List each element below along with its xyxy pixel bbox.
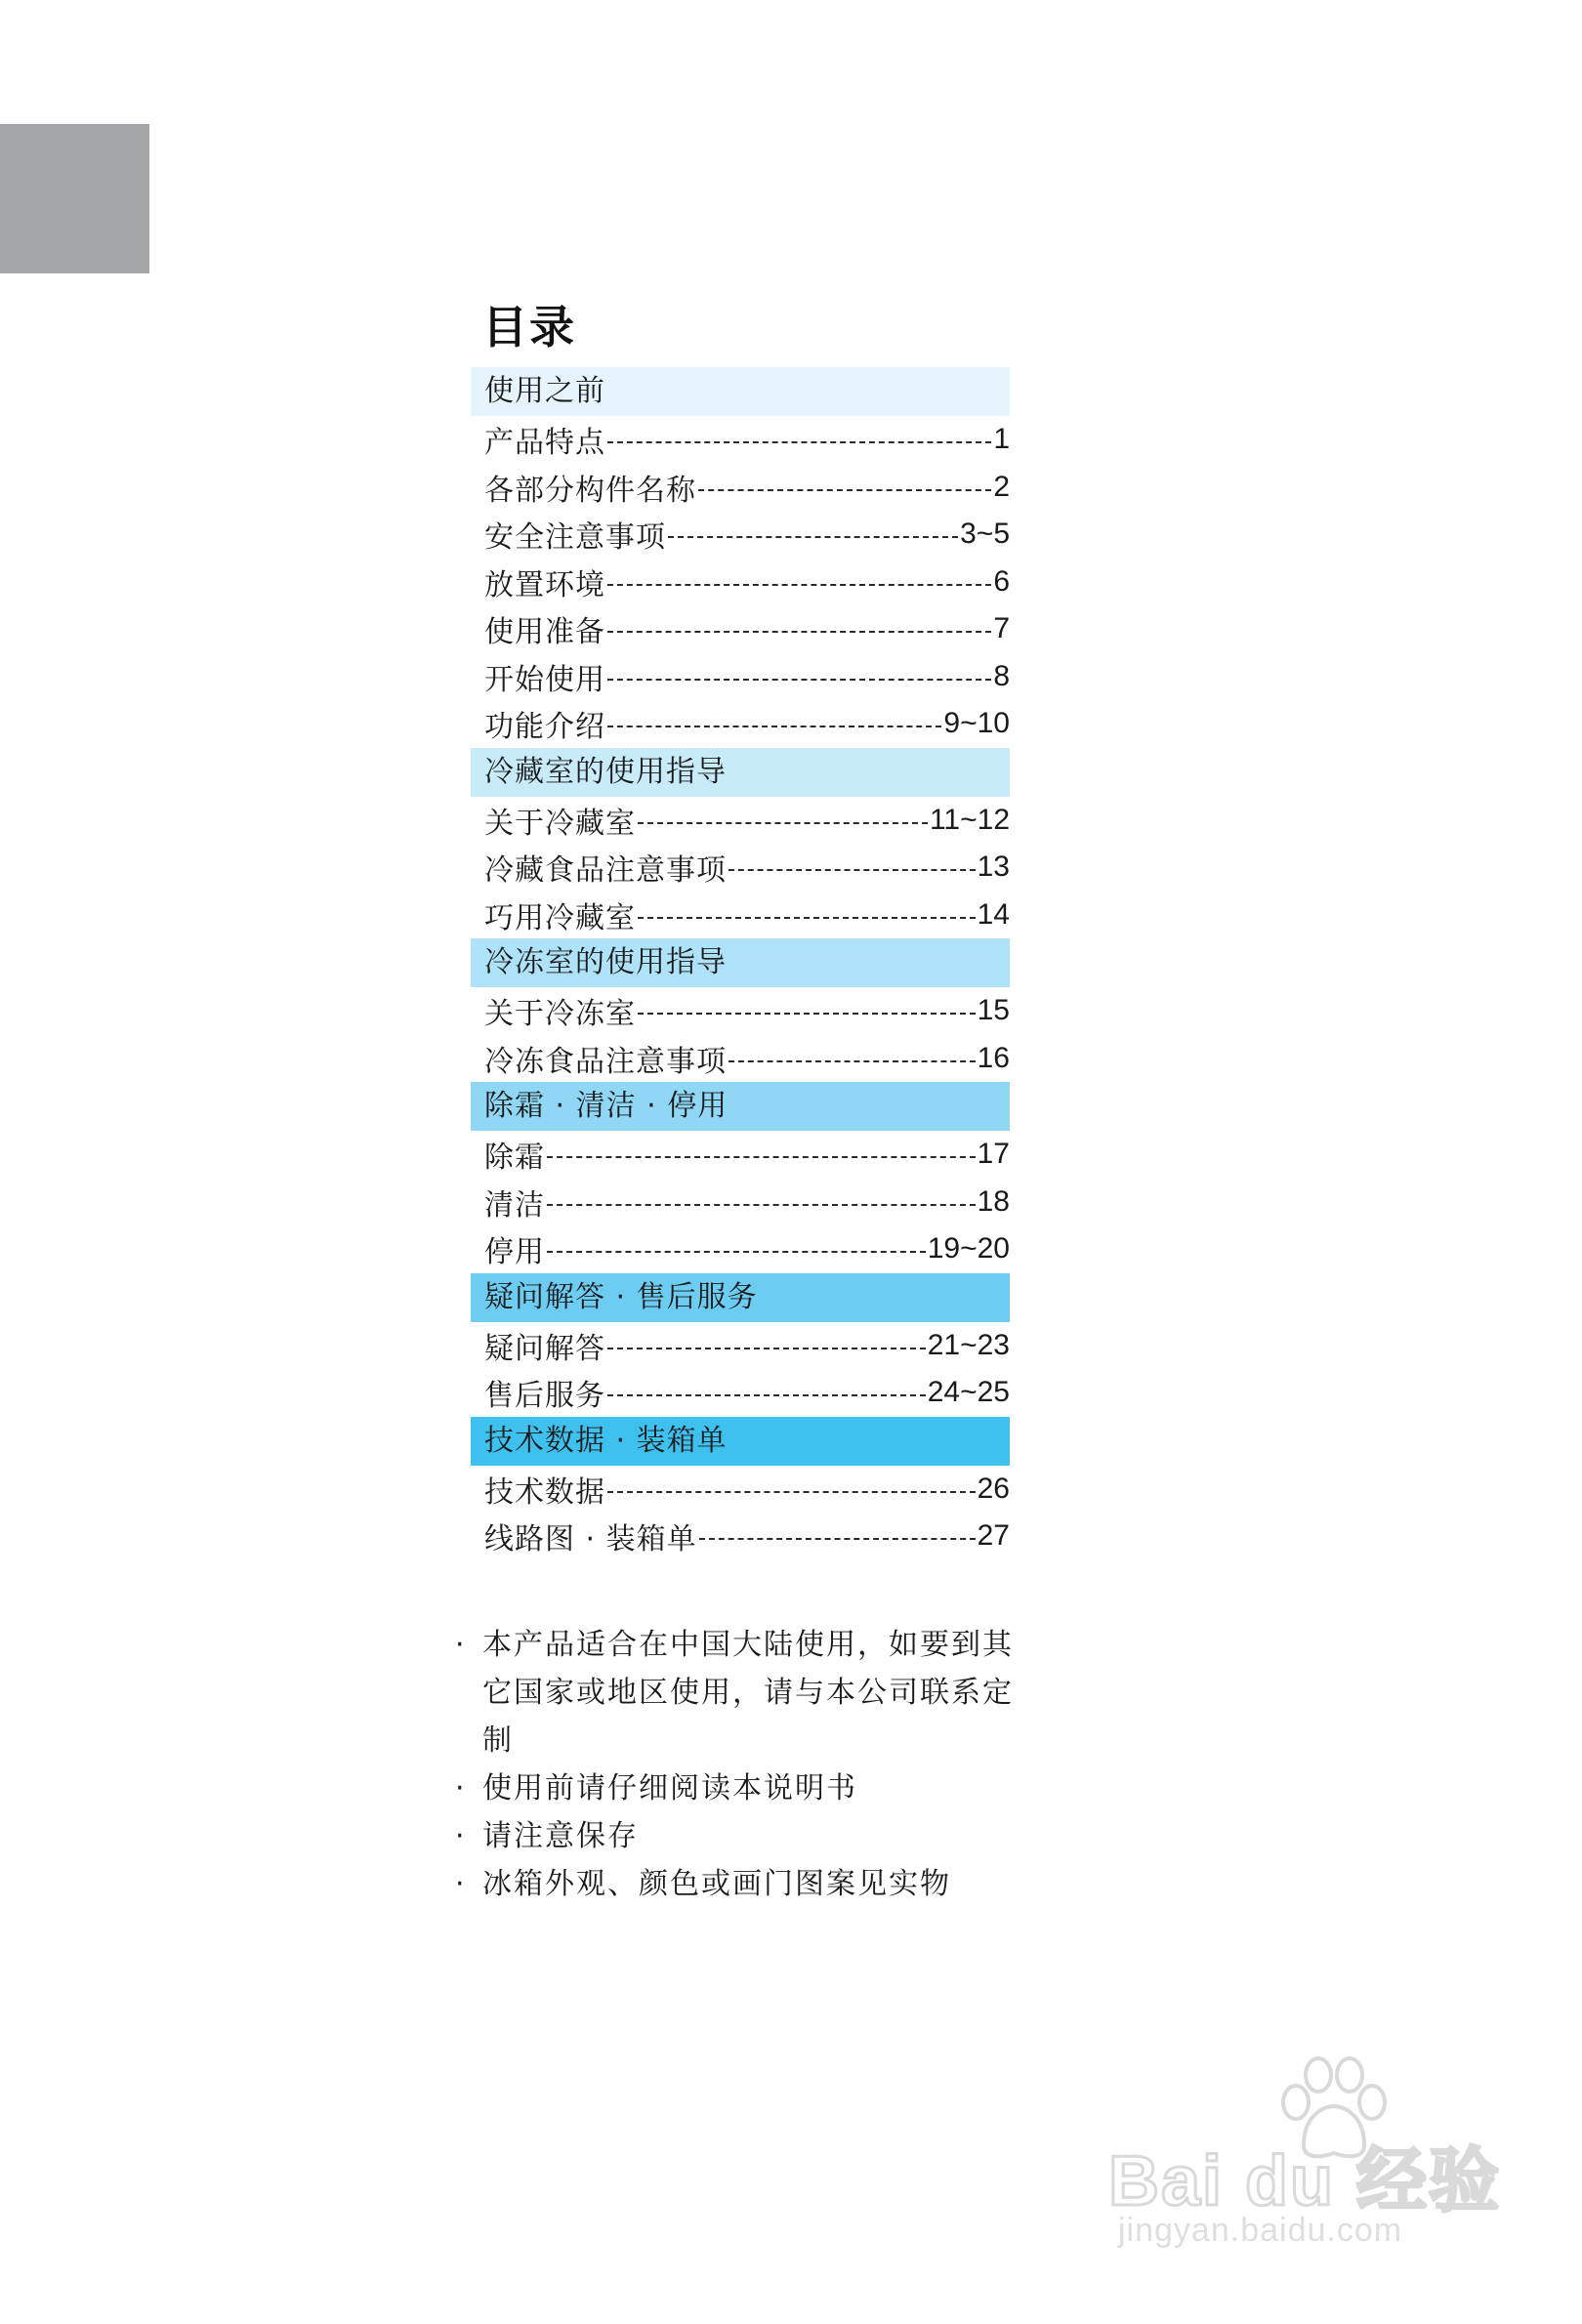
toc-item-page: 2 <box>993 470 1010 503</box>
note-item <box>455 1621 1021 1764</box>
dot-leader <box>607 679 991 681</box>
toc-item-page: 16 <box>977 1041 1010 1074</box>
corner-tab <box>0 124 149 273</box>
dot-leader <box>607 631 991 633</box>
toc-item <box>471 1035 1010 1083</box>
dot-leader <box>638 917 976 919</box>
toc-item-name: 使用准备 <box>484 615 605 650</box>
toc-item <box>471 464 1010 512</box>
dot-leader <box>729 1060 976 1062</box>
toc-item-name: 清洁 <box>484 1187 545 1223</box>
dot-leader <box>668 536 958 538</box>
toc-item-name: 技术数据 <box>484 1474 605 1510</box>
toc-item <box>471 1369 1010 1417</box>
dot-leader <box>607 1394 926 1396</box>
dot-leader <box>638 822 928 824</box>
note-item <box>455 1860 1021 1908</box>
bullet: · <box>455 1867 467 1901</box>
toc-item-name: 除霜 <box>484 1141 545 1176</box>
toc-item <box>471 1466 1010 1514</box>
note-text: 冰箱外观、颜色或画门图案见实物 <box>482 1867 951 1901</box>
bullet: · <box>455 1819 467 1853</box>
toc-item-page: 17 <box>977 1138 1010 1171</box>
toc-item-page: 18 <box>977 1184 1010 1218</box>
toc-item <box>471 797 1010 845</box>
toc-item <box>471 700 1010 748</box>
toc-body <box>471 367 1010 1560</box>
toc-item-page: 26 <box>977 1472 1010 1505</box>
toc-item-page: 14 <box>977 897 1010 931</box>
watermark-logo: Bai du 经验 <box>1108 2142 1502 2220</box>
toc-section-header: 技术数据 · 装箱单 <box>471 1417 1010 1466</box>
toc-item <box>471 559 1010 606</box>
toc-item-name: 开始使用 <box>484 662 605 697</box>
toc-item-page: 8 <box>993 659 1010 692</box>
toc-item <box>471 892 1010 939</box>
toc-item <box>471 416 1010 464</box>
toc-item-name: 产品特点 <box>484 426 605 461</box>
toc-item-page: 9~10 <box>943 707 1010 740</box>
toc-item <box>471 1225 1010 1273</box>
toc-item-name: 疑问解答 <box>484 1331 605 1366</box>
dot-leader <box>607 441 991 443</box>
toc-item <box>471 653 1010 701</box>
table-of-contents <box>471 293 1010 1560</box>
toc-section-header: 疑问解答 · 售后服务 <box>471 1273 1010 1322</box>
dot-leader <box>607 726 941 727</box>
note-item <box>455 1764 1021 1812</box>
watermark <box>1108 2055 1502 2251</box>
bullet: · <box>455 1771 467 1805</box>
toc-item <box>471 1131 1010 1179</box>
dot-leader <box>547 1156 976 1158</box>
toc-item <box>471 511 1010 559</box>
dot-leader <box>698 489 991 491</box>
dot-leader <box>547 1204 976 1206</box>
toc-section-header: 使用之前 <box>471 367 1010 416</box>
toc-item-page: 15 <box>977 994 1010 1027</box>
dot-leader <box>638 1013 976 1015</box>
toc-item-page: 24~25 <box>927 1376 1010 1409</box>
dot-leader <box>607 1491 976 1493</box>
toc-item-name: 关于冷藏室 <box>484 806 636 841</box>
toc-item-name: 放置环境 <box>484 567 605 602</box>
dot-leader <box>699 1538 976 1540</box>
toc-item-name: 巧用冷藏室 <box>484 900 636 935</box>
toc-item <box>471 844 1010 892</box>
note-item <box>455 1812 1021 1860</box>
toc-item-page: 1 <box>993 423 1010 456</box>
dot-leader <box>607 584 991 586</box>
toc-item-name: 各部分构件名称 <box>484 473 696 508</box>
toc-item-page: 6 <box>993 564 1010 598</box>
toc-item-page: 19~20 <box>927 1232 1010 1266</box>
usage-notes <box>455 1621 1021 1908</box>
toc-item-name: 停用 <box>484 1235 545 1270</box>
toc-title: 目录 <box>482 301 576 353</box>
toc-section-header: 冷藏室的使用指导 <box>471 748 1010 797</box>
watermark-url: jingyan.baidu.com <box>1118 2212 1403 2249</box>
toc-item-name: 功能介绍 <box>484 710 605 745</box>
toc-item-page: 21~23 <box>927 1328 1010 1361</box>
toc-item <box>471 1322 1010 1370</box>
toc-section-header: 冷冻室的使用指导 <box>471 938 1010 987</box>
toc-item-page: 3~5 <box>960 518 1010 551</box>
note-text: 请注意保存 <box>482 1819 639 1853</box>
toc-item <box>471 987 1010 1035</box>
note-text: 使用前请仔细阅读本说明书 <box>482 1771 857 1805</box>
toc-item-page: 27 <box>977 1519 1010 1553</box>
toc-section-header: 除霜 · 清洁 · 停用 <box>471 1082 1010 1131</box>
toc-item-page: 13 <box>977 851 1010 884</box>
toc-item-name: 冷藏食品注意事项 <box>484 853 727 889</box>
dot-leader <box>729 869 976 871</box>
toc-item-name: 关于冷冻室 <box>484 997 636 1032</box>
note-text: 本产品适合在中国大陆使用，如要到其它国家或地区使用，请与本公司联系定制 <box>482 1628 1014 1758</box>
toc-item-name: 线路图 · 装箱单 <box>484 1522 697 1557</box>
toc-item-page: 11~12 <box>929 803 1010 836</box>
toc-item <box>471 1179 1010 1226</box>
toc-item-page: 7 <box>993 612 1010 645</box>
bullet: · <box>455 1628 467 1662</box>
toc-item-name: 安全注意事项 <box>484 520 666 556</box>
toc-item <box>471 605 1010 653</box>
toc-item-name: 售后服务 <box>484 1379 605 1414</box>
toc-item-name: 冷冻食品注意事项 <box>484 1044 727 1079</box>
toc-item <box>471 1513 1010 1560</box>
dot-leader <box>607 1348 926 1349</box>
dot-leader <box>547 1251 926 1253</box>
